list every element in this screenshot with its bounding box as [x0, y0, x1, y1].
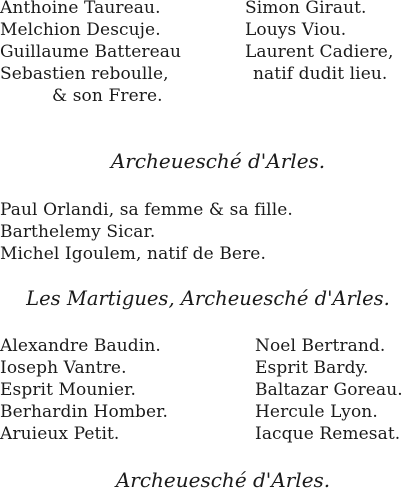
name-line: Aruieux Petit.: [0, 424, 120, 444]
name-line: Louys Viou.: [245, 20, 347, 40]
name-line: Esprit Mounier.: [0, 380, 137, 400]
name-line: Ioseph Vantre.: [0, 358, 127, 378]
name-line: Laurent Cadiere,: [245, 42, 394, 62]
name-line: Michel Igoulem, natif de Bere.: [0, 244, 266, 264]
section-heading: Archeuesché d'Arles.: [115, 468, 331, 492]
name-line: Hercule Lyon.: [255, 402, 378, 422]
name-line: Baltazar Goreau.: [255, 380, 403, 400]
name-line: Noel Bertrand.: [255, 336, 386, 356]
name-line: Barthelemy Sicar.: [0, 222, 156, 242]
name-line: Esprit Bardy.: [255, 358, 369, 378]
name-line: Anthoine Taureau.: [0, 0, 161, 18]
name-line: Melchion Descuje.: [0, 20, 161, 40]
name-line: Berhardin Homber.: [0, 402, 169, 422]
name-line: natif dudit lieu.: [253, 64, 388, 84]
section-heading: Archeuesché d'Arles.: [110, 149, 326, 173]
name-line: Iacque Remesat.: [255, 424, 401, 444]
name-line: Sebastien reboulle,: [0, 64, 169, 84]
name-line: Paul Orlandi, sa femme & sa fille.: [0, 200, 293, 220]
section-heading: Les Martigues, Archeuesché d'Arles.: [26, 287, 390, 310]
name-line: Guillaume Battereau: [0, 42, 182, 62]
name-line: Simon Giraut.: [245, 0, 367, 18]
name-line: & son Frere.: [52, 86, 163, 106]
name-line: Alexandre Baudin.: [0, 336, 161, 356]
